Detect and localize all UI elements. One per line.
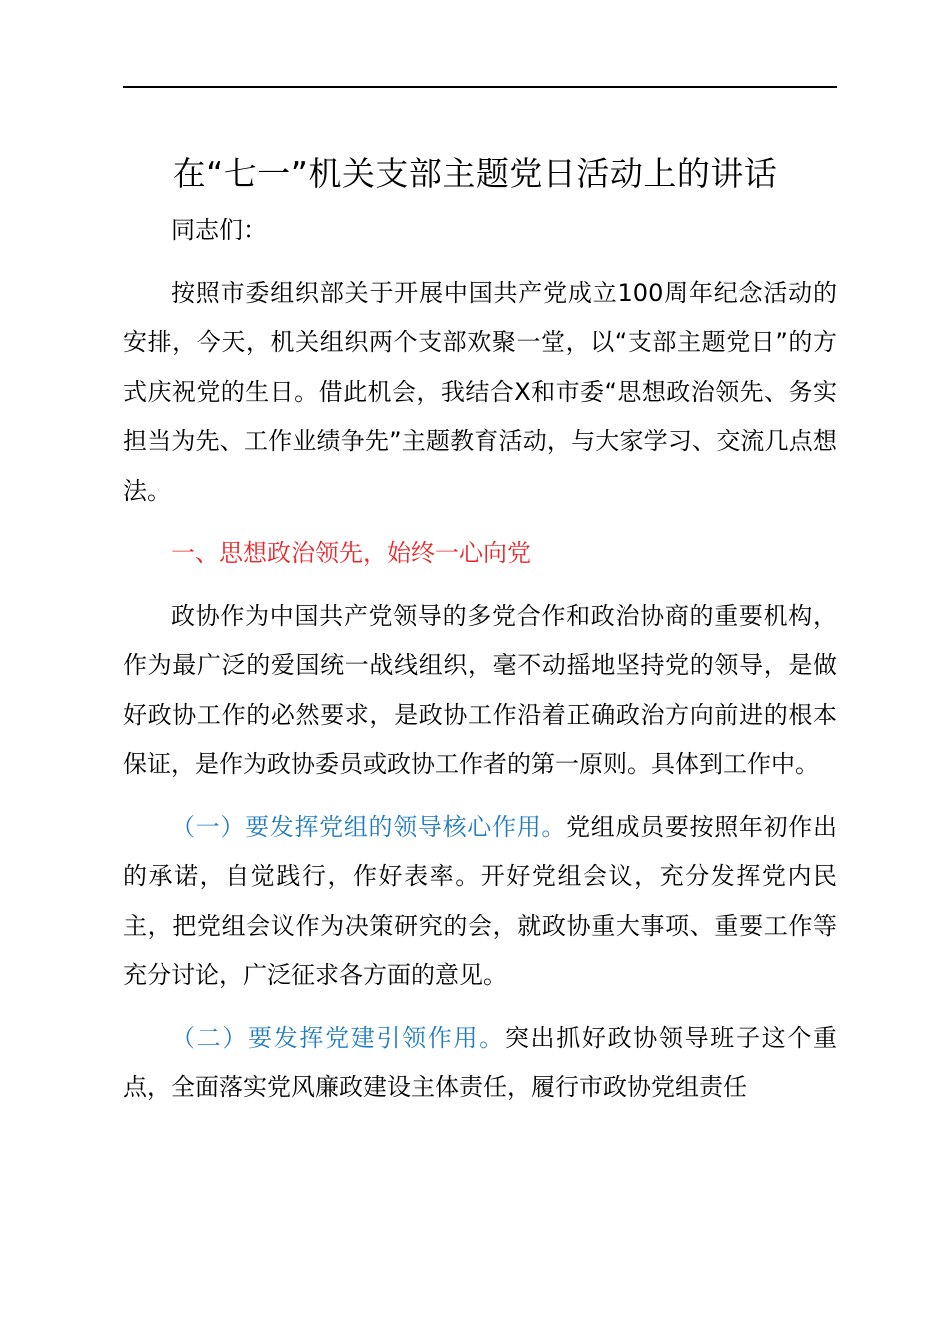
salutation: 同志们： <box>171 216 267 244</box>
section-heading-1: 一、思想政治领先，始终一心向党 <box>171 539 531 567</box>
document-title: 在“七一”机关支部主题党日活动上的讲话 <box>172 154 778 193</box>
intro-paragraph: 按照市委组织部关于开展中国共产党成立100周年纪念活动的安排，今天，机关组织两个支部欢聚一堂，以“支部主题党日”的方式庆祝党的生日。借此机会，我结合X和市委“思想政治领先、务实担当为先、工作业绩争先”主题教育活动，与大家学习、交流几点想法。 <box>123 278 837 505</box>
subsection-heading-1: （一）要发挥党组的领导核心作用。 <box>171 812 567 841</box>
subsection-text-2: 突出抓好政协领导班子这个重点，全面落实党风廉政建设主体责任，履行市政协党组责任 <box>123 1023 838 1101</box>
subsection-text-1: 党组成员要按照年初作出的承诺，自觉践行，作好表率。开好党组会议，充分发挥党内民主，把党组会议作为决策研究的会，就政协重大事项、重要工作等充分讨论，广泛征求各方面的意见。 <box>123 812 838 989</box>
document-body <box>123 206 837 1126</box>
subsection-paragraph-2 <box>123 1014 837 1113</box>
subsection-heading-2: （二）要发挥党建引领作用。 <box>171 1023 505 1052</box>
subsection-paragraph-1 <box>123 803 837 1001</box>
header-rule <box>123 86 837 88</box>
section-1-paragraph: 政协作为中国共产党领导的多党合作和政治协商的重要机构，作为最广泛的爱国统一战线组织，毫不动摇地坚持党的领导，是做好政协工作的必然要求，是政协工作沿着正确政治方向前进的根本保证，是作为政协委员或政协工作者的第一原则。具体到工作中。 <box>123 601 837 778</box>
